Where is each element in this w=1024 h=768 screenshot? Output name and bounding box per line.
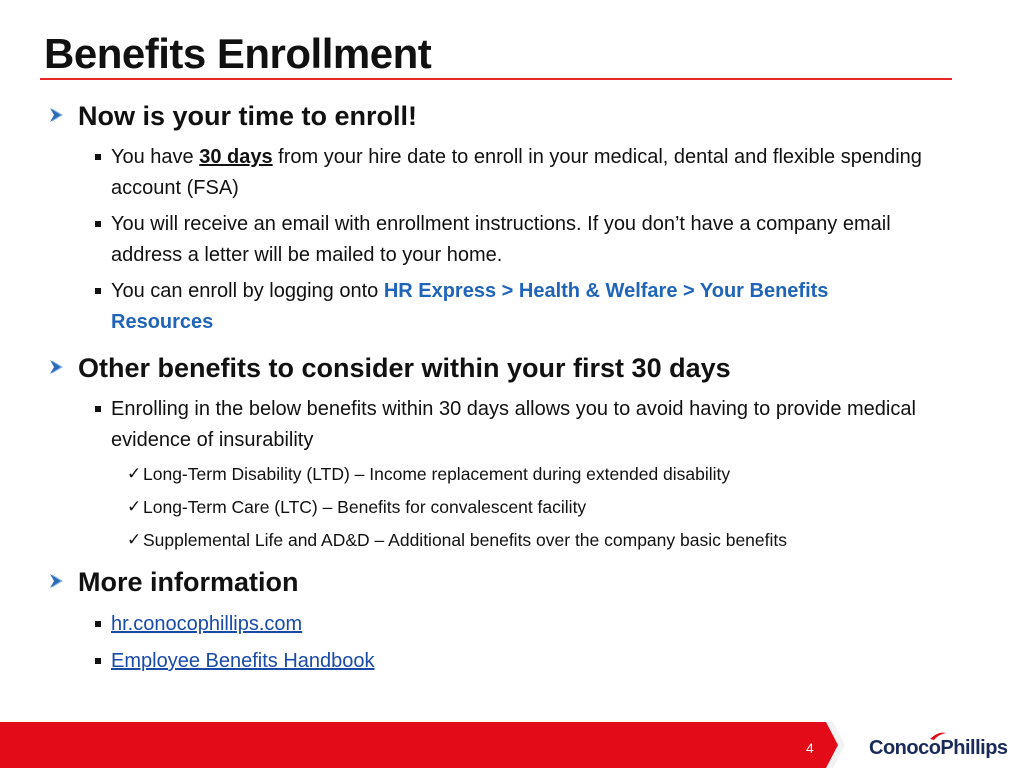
item-text: from your hire date to enroll in your medical, dental and flexible spending account (FSA) (111, 146, 922, 199)
blue-arrow-bullet-icon (48, 106, 66, 124)
square-bullet-icon (95, 658, 101, 664)
section-heading-other-benefits: Other benefits to consider within your first 30 days (78, 353, 731, 383)
square-bullet-icon (95, 406, 101, 412)
item-text: You will receive an email with enrollment instructions. If you don’t have a company email address a letter will be mailed to your home. (111, 213, 891, 266)
section-heading-more-info: More information (78, 567, 299, 597)
list-item (111, 394, 931, 456)
list-item (111, 142, 931, 204)
item-text: You can enroll by logging onto (111, 280, 384, 302)
list-item (111, 609, 931, 640)
hr-site-link[interactable]: hr.conocophillips.com (111, 613, 303, 635)
square-bullet-icon (95, 288, 101, 294)
item-text: You have (111, 146, 200, 168)
list-item (111, 209, 931, 271)
title-underline (40, 78, 952, 80)
checkmark-icon: ✓ (127, 464, 142, 483)
square-bullet-icon (95, 221, 101, 227)
checkmark-icon: ✓ (127, 530, 142, 549)
check-item-ltc: Long-Term Care (LTC) – Benefits for convalescent facility (143, 497, 587, 517)
slide-title: Benefits Enrollment (44, 30, 432, 77)
company-logo-text: ConocoPhillips (869, 737, 1008, 759)
list-item (111, 646, 931, 677)
blue-arrow-bullet-icon (48, 358, 66, 376)
item-text: Enrolling in the below benefits within 30 days allows you to avoid having to provide medical evidence of insurability (111, 398, 916, 451)
check-item-supplemental-life: Supplemental Life and AD&D – Additional benefits over the company basic benefits (143, 530, 788, 550)
blue-arrow-bullet-icon (48, 572, 66, 590)
emphasis-30-days: 30 days (199, 146, 273, 168)
check-item-ltd: Long-Term Disability (LTD) – Income replacement during extended disability (143, 464, 731, 484)
section-heading-enroll: Now is your time to enroll! (78, 101, 418, 131)
checkmark-icon: ✓ (127, 497, 142, 516)
hr-express-path-link[interactable]: HR Express > Health & Welfare > Your Benefits Resources (111, 280, 829, 333)
benefits-handbook-link[interactable]: Employee Benefits Handbook (111, 650, 375, 672)
list-item (111, 276, 931, 338)
square-bullet-icon (95, 154, 101, 160)
square-bullet-icon (95, 621, 101, 627)
page-number: 4 (806, 740, 814, 756)
